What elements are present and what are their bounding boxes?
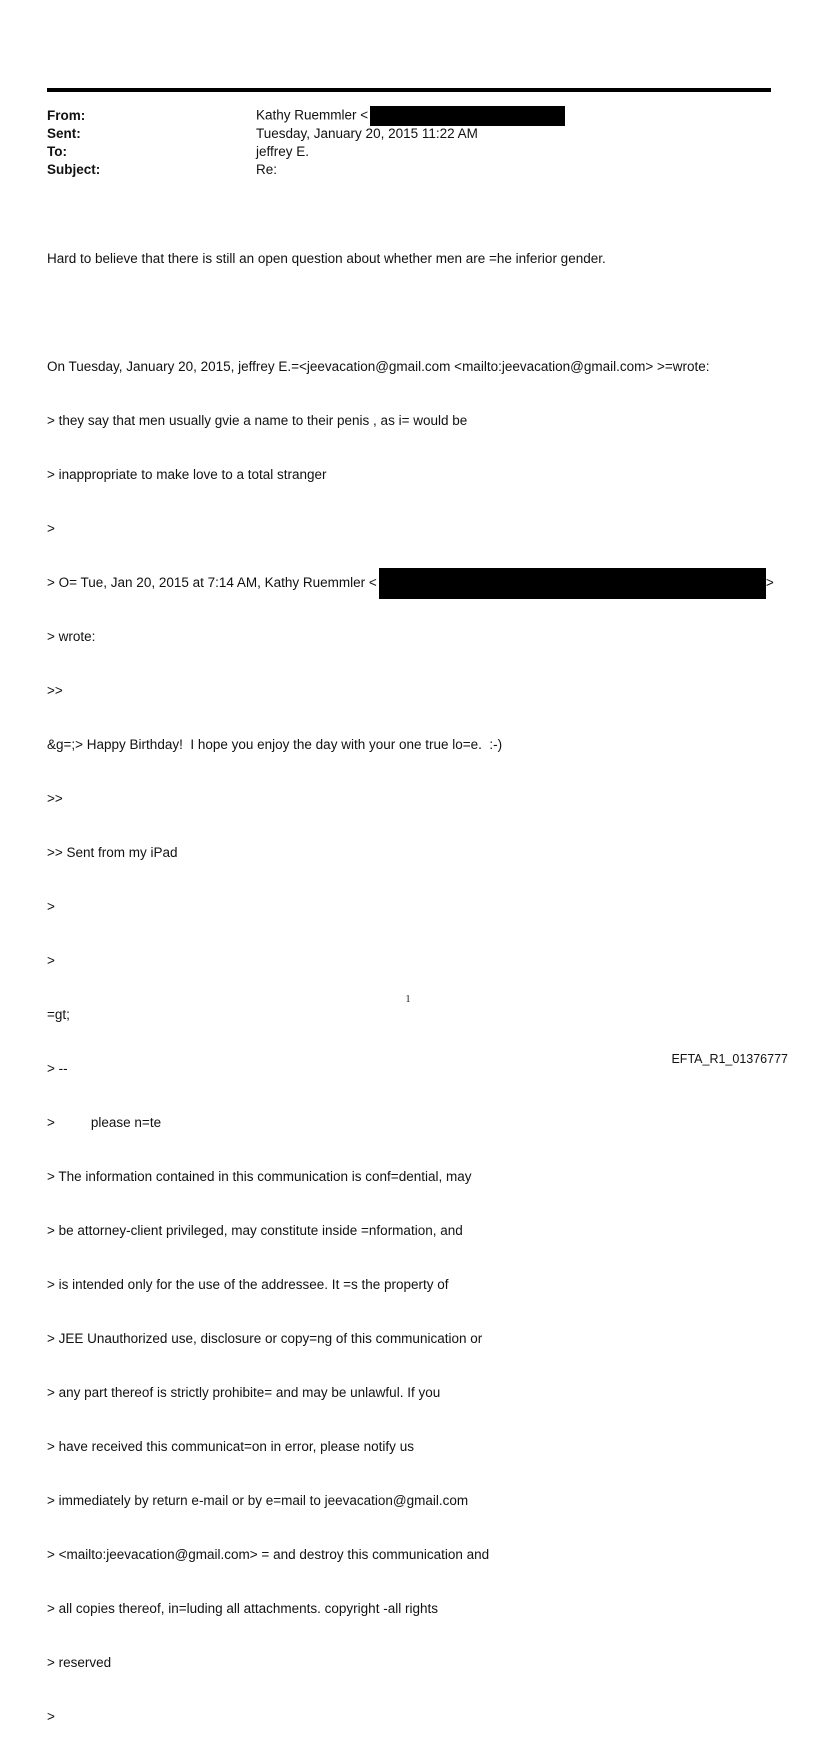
to-label: To: (47, 144, 67, 159)
page-number: 1 (405, 994, 411, 1005)
quoted-suffix: > (765, 575, 774, 590)
disclaimer-line: > all copies thereof, in=luding all attachments. copyright -all rights (47, 1601, 438, 1616)
spacer (47, 304, 787, 322)
from-value (256, 106, 565, 126)
quoted-line: >> (47, 791, 63, 806)
quoted-line: > they say that men usually gvie a name to their penis , as i= would be (47, 413, 468, 428)
quoted-line: >> Sent from my iPad (47, 845, 178, 860)
redaction-box (370, 106, 565, 126)
subject-label: Subject: (47, 162, 101, 177)
sent-label: Sent: (47, 126, 81, 141)
quoted-intro: On Tuesday, January 20, 2015, jeffrey E.=<jeevacation@gmail.com <mailto:jeevacation@gmail.com> >=wrote: (47, 359, 710, 374)
to-value: jeffrey E. (256, 144, 310, 159)
from-sender: Kathy Ruemmler < (256, 107, 369, 123)
disclaimer-line: > <mailto:jeevacation@gmail.com> = and destroy this communication and (47, 1547, 490, 1562)
subject-value: Re: (256, 162, 278, 177)
disclaimer-line: > JEE Unauthorized use, disclosure or copy=ng of this communication or (47, 1331, 483, 1346)
redaction-box (379, 568, 766, 599)
to-row (47, 143, 565, 161)
sent-row (47, 125, 565, 143)
quoted-line: &g=;> Happy Birthday! I hope you enjoy the day with your one true lo=e. :-) (47, 737, 503, 752)
from-row (47, 107, 565, 125)
disclaimer-line: > have received this communicat=on in error, please notify us (47, 1439, 414, 1454)
quoted-prefix: > (47, 1115, 55, 1130)
sent-value: Tuesday, January 20, 2015 11:22 AM (256, 126, 478, 141)
quoted-line-redacted (47, 574, 787, 592)
quoted-line: > (47, 953, 55, 968)
disclaimer-line: > (47, 1709, 55, 1724)
subject-row (47, 161, 565, 179)
disclaimer-line: > any part thereof is strictly prohibite= and may be unlawful. If you (47, 1385, 441, 1400)
email-header (47, 107, 565, 179)
disclaimer-line: > The information contained in this communication is conf=dential, may (47, 1169, 472, 1184)
from-label: From: (47, 108, 86, 123)
quoted-line: =gt; (47, 1007, 70, 1022)
quoted-line: > -- (47, 1061, 68, 1076)
quoted-line: > (47, 521, 55, 536)
quoted-note: please n=te (90, 1115, 162, 1130)
email-body (47, 214, 787, 1744)
quoted-line (47, 1114, 787, 1132)
quoted-line: >> (47, 683, 63, 698)
disclaimer-line: > reserved (47, 1655, 112, 1670)
header-rule (47, 88, 771, 92)
quoted-line: > (47, 899, 55, 914)
disclaimer-line: > be attorney-client privileged, may constitute inside =nformation, and (47, 1223, 463, 1238)
document-id: EFTA_R1_01376777 (671, 1052, 788, 1066)
quoted-line: > wrote: (47, 629, 96, 644)
disclaimer-line: > is intended only for the use of the addressee. It =s the property of (47, 1277, 449, 1292)
disclaimer-line: > immediately by return e-mail or by e=mail to jeevacation@gmail.com (47, 1493, 469, 1508)
reply-text: Hard to believe that there is still an open question about whether men are =he inferior gender. (47, 251, 606, 266)
quoted-prefix: > O= Tue, Jan 20, 2015 at 7:14 AM, Kathy Ruemmler < (47, 575, 377, 590)
quoted-line: > inappropriate to make love to a total stranger (47, 467, 327, 482)
